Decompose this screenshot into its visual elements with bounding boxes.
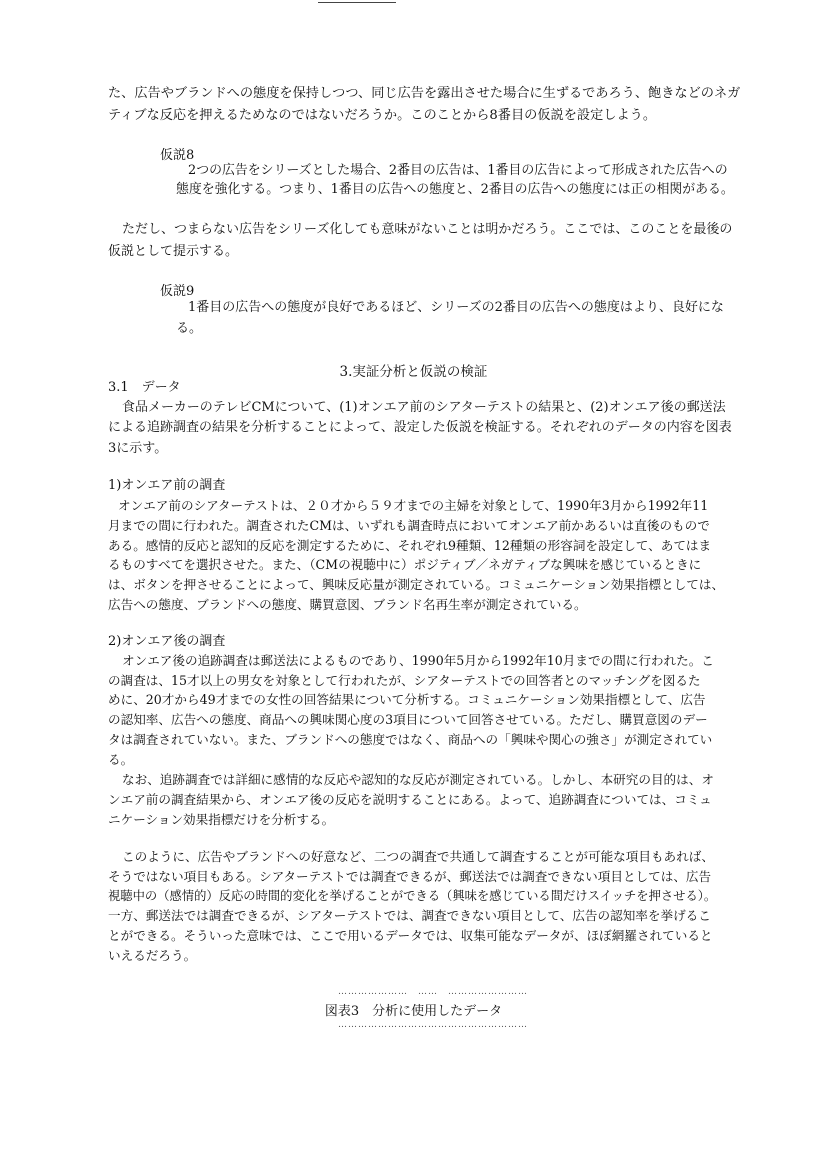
s1-line-3: ある。感情的反応と認知的反応を測定するために、それぞれ9種類、12種類の形容詞を設定して、あてはま xyxy=(108,538,712,553)
para2-line-1: ただし、つまらない広告をシリーズ化しても意味がないことは明かだろう。ここでは、このことを最後の xyxy=(122,222,733,237)
subsection-3-1-line-2: による追跡調査の結果を分析することによって、設定した仮説を検証する。それぞれのデータの内容を図表 xyxy=(108,420,732,435)
para3-line-3: 視聴中の（感情的）反応の時間的変化を挙げることができる（興味を感じている間だけスイッチを押させる）。 xyxy=(108,889,717,903)
subsection-3-1-heading: 3.1 データ xyxy=(108,380,181,395)
top-rule xyxy=(318,2,396,3)
para3-line-5: とができる。そういった意味では、ここで用いるデータでは、収集可能なデータが、ほぼ網羅されていると xyxy=(108,928,713,943)
hypothesis-9-line-1: 1番目の広告への態度が良好であるほど、シリーズの2番目の広告への態度はより、良好にな xyxy=(188,300,724,315)
hypothesis-8-line-1: 2つの広告をシリーズとした場合、2番目の広告は、1番目の広告によって形成された広告への xyxy=(188,163,728,178)
figure-top-rule: ………………… …… …………………… xyxy=(338,987,529,997)
s2-line-3: めに、20才から49才までの女性の回答結果について分析する。コミュニケーション効果指標として、広告 xyxy=(108,692,706,707)
para1-line-2: ティブな反応を押えるためなのではないだろうか。このことから8番目の仮説を設定しよう。 xyxy=(108,108,657,123)
s1-line-2: 月までの間に行われた。調査されたCMは、いずれも調査時点においてオンエア前かあるいは直後のもので xyxy=(108,518,710,533)
para2-line-2: 仮説として提示する。 xyxy=(108,244,239,259)
s2-line-6: る。 xyxy=(108,752,134,767)
figure-title: 図表3 分析に使用したデータ xyxy=(324,1004,503,1019)
hypothesis-9-line-2: る。 xyxy=(176,321,203,336)
s2-b-line-3: ニケーション効果指標だけを分析する。 xyxy=(108,812,335,827)
s2-line-2: の調査は、15才以上の男女を対象として行われたが、シアターテストでの回答者とのマッチングを図るた xyxy=(108,673,701,688)
para1-line-1: た、広告やブランドへの態度を保持しつつ、同じ広告を露出させた場合に生ずるであろう、飽きなどのネガ xyxy=(108,86,741,101)
figure-bottom-rule: ………………………………………………… xyxy=(338,1020,528,1030)
s2-line-1: オンエア後の追跡調査は郵送法によるものであり、1990年5月から1992年10月までの間に行われた。こ xyxy=(122,653,714,668)
para3-line-1: このように、広告やブランドへの好意など、二つの調査で共通して調査することが可能な項目もあれば、 xyxy=(122,849,714,864)
s2-heading: 2)オンエア後の調査 xyxy=(108,634,226,649)
subsection-3-1-line-3: 3に示す。 xyxy=(108,441,168,456)
section-title: 3.実証分析と仮説の検証 xyxy=(339,364,488,380)
hypothesis-8-label: 仮説8 xyxy=(160,148,195,163)
para3-line-6: いえるだろう。 xyxy=(108,948,197,963)
s2-line-4: の認知率、広告への態度、商品への興味関心度の3項目について回答させている。ただし、購買意図のデー xyxy=(108,712,708,727)
s2-b-line-1: なお、追跡調査では詳細に感情的な反応や認知的な反応が測定されている。しかし、本研究の目的は、オ xyxy=(122,772,714,787)
s2-b-line-2: ンエア前の調査結果から、オンエア後の反応を説明することにある。よって、追跡調査については、コミュ xyxy=(108,792,712,807)
s1-line-5: は、ボタンを押させることによって、興味反応量が測定されている。コミュニケーション効果指標としては、 xyxy=(108,577,725,592)
hypothesis-9-label: 仮説9 xyxy=(160,284,195,299)
s1-line-1: オンエア前のシアターテストは、２０才から５９才までの主婦を対象として、1990年3月から1992年11 xyxy=(118,498,709,513)
subsection-3-1-line-1: 食品メーカーのテレビCMについて、(1)オンエア前のシアターテストの結果と、(2)オンエア後の郵送法 xyxy=(122,400,726,415)
para3-line-4: 一方、郵送法では調査できるが、シアターテストでは、調査できない項目として、広告の認知率を挙げるこ xyxy=(108,908,711,923)
s2-line-5: タは調査されていない。また、ブランドへの態度ではなく、商品への「興味や関心の強さ」が測定されてい xyxy=(108,732,713,747)
s1-line-6: 広告への態度、ブランドへの態度、購買意図、ブランド名再生率が測定されている。 xyxy=(108,597,587,612)
s1-line-4: るものすべてを選択させた。また、（CMの視聴中に）ポジティブ／ネガティブな興味を感じているときに xyxy=(108,557,702,572)
para3-line-2: そうではない項目もある。シアターテストでは調査できるが、郵送法では調査できない項目としては、広告 xyxy=(108,869,712,884)
hypothesis-8-line-2: 態度を強化する。つまり、1番目の広告への態度と、2番目の広告への態度には正の相関がある。 xyxy=(176,182,734,197)
s1-heading: 1)オンエア前の調査 xyxy=(108,478,226,493)
